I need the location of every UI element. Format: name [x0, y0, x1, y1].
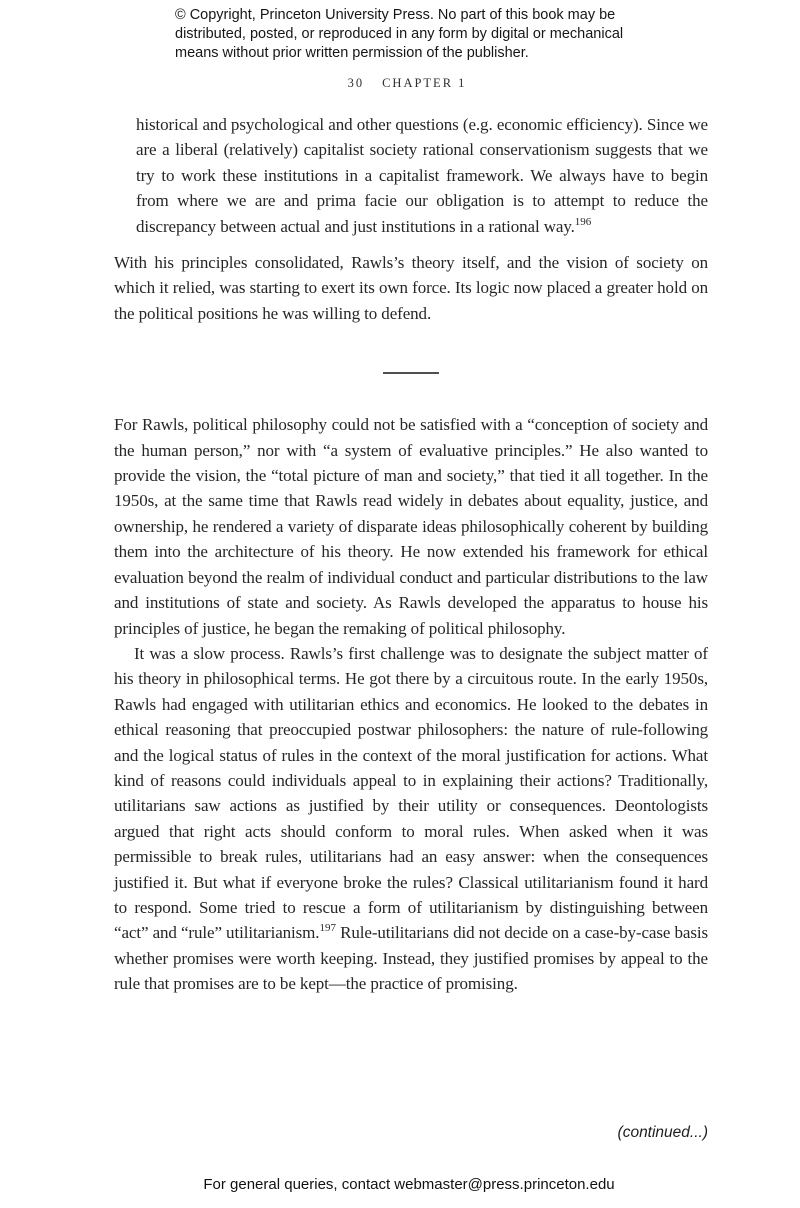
- paragraph-vision: With his principles consolidated, Rawls’s theory itself, and the vision of society on which it relied, was starting to exert its own force. Its logic now placed a greater hold on the political positions he was willing to defend.: [114, 253, 708, 323]
- chapter-label: CHAPTER 1: [382, 76, 467, 90]
- paragraph-slow-process-text-2: Rule-utilitarians did not decide on a case-by-case basis whether promises were worth keeping. Instead, they justified promises by appeal to the rule that promises are to be kept—the practice of promising.: [114, 923, 709, 994]
- text-column: [114, 112, 708, 997]
- copyright-line-3: means without prior written permission of the publisher.: [175, 45, 529, 61]
- block-quote: [136, 112, 708, 239]
- continued-note: (continued...): [617, 1124, 708, 1141]
- quote-text: historical and psychological and other questions (e.g. economic efficiency). Since we are a liberal (relatively) capitalist society rational conservationism suggests that we try to work these institutions in a capitalist framework. We always have to begin from where we are and prima facie our obligation is to attempt to reduce the discrepancy between actual and just institutions in a rational way.: [136, 115, 708, 236]
- copyright-line-2: distributed, posted, or reproduced in any form by digital or mechanical: [175, 26, 624, 42]
- paragraph-slow-process-text-1: It was a slow process. Rawls’s first challenge was to designate the subject matter of his theory in philosophical terms. He got there by a circuitous route. In the early 1950s, Rawls had engaged with utilitarian ethics and economics. He looked to the debates in ethical reasoning that preoccupied postwar philosophers: the nature of rule-following and the logical status of rules in the context of the moral justification for actions. What kind of reasons could individuals appeal to in explaining their actions? Traditionally, utilitarians saw actions as justified by their utility or consequences. Deontologists argued that right acts should conform to moral rules. When asked when it was permissible to break rules, utilitarians had an easy answer: when the consequences justified it. But what if everyone broke the rules? Classical utilitarianism found it hard to respond. Some tried to rescue a form of utilitarianism by distinguishing between “act” and “rule” utilitarianism.: [114, 643, 708, 943]
- paragraph-section-open: For Rawls, political philosophy could not be satisfied with a “conception of society and the human person,” nor with “a system of evaluative principles.” He also wanted to provide the vision, the “total picture of man and society,” that tied it all together. In the 1950s, at the same time that Rawls read widely in debates about equality, justice, and ownership, he rendered a variety of disparate ideas philosophically coherent by building them into the architecture of his theory. He now extended his framework for ethical evaluation beyond the realm of individual conduct and particular distributions to the law and institutions of state and society. As Rawls developed the apparatus to house his principles of justice, he began the remaking of political philosophy.: [114, 415, 708, 638]
- copyright-line-1: © Copyright, Princeton University Press. No part of this book may be: [175, 7, 616, 23]
- footer-contact: For general queries, contact webmaster@press.princeton.edu: [203, 1176, 615, 1193]
- section-divider: [383, 372, 439, 374]
- page-number: 30: [347, 76, 365, 90]
- copyright-notice: [175, 6, 623, 63]
- footnote-ref-197: 197: [319, 922, 336, 935]
- footnote-ref-196: 196: [574, 215, 592, 228]
- paragraph-slow-process: [114, 641, 708, 997]
- running-head: [0, 76, 800, 91]
